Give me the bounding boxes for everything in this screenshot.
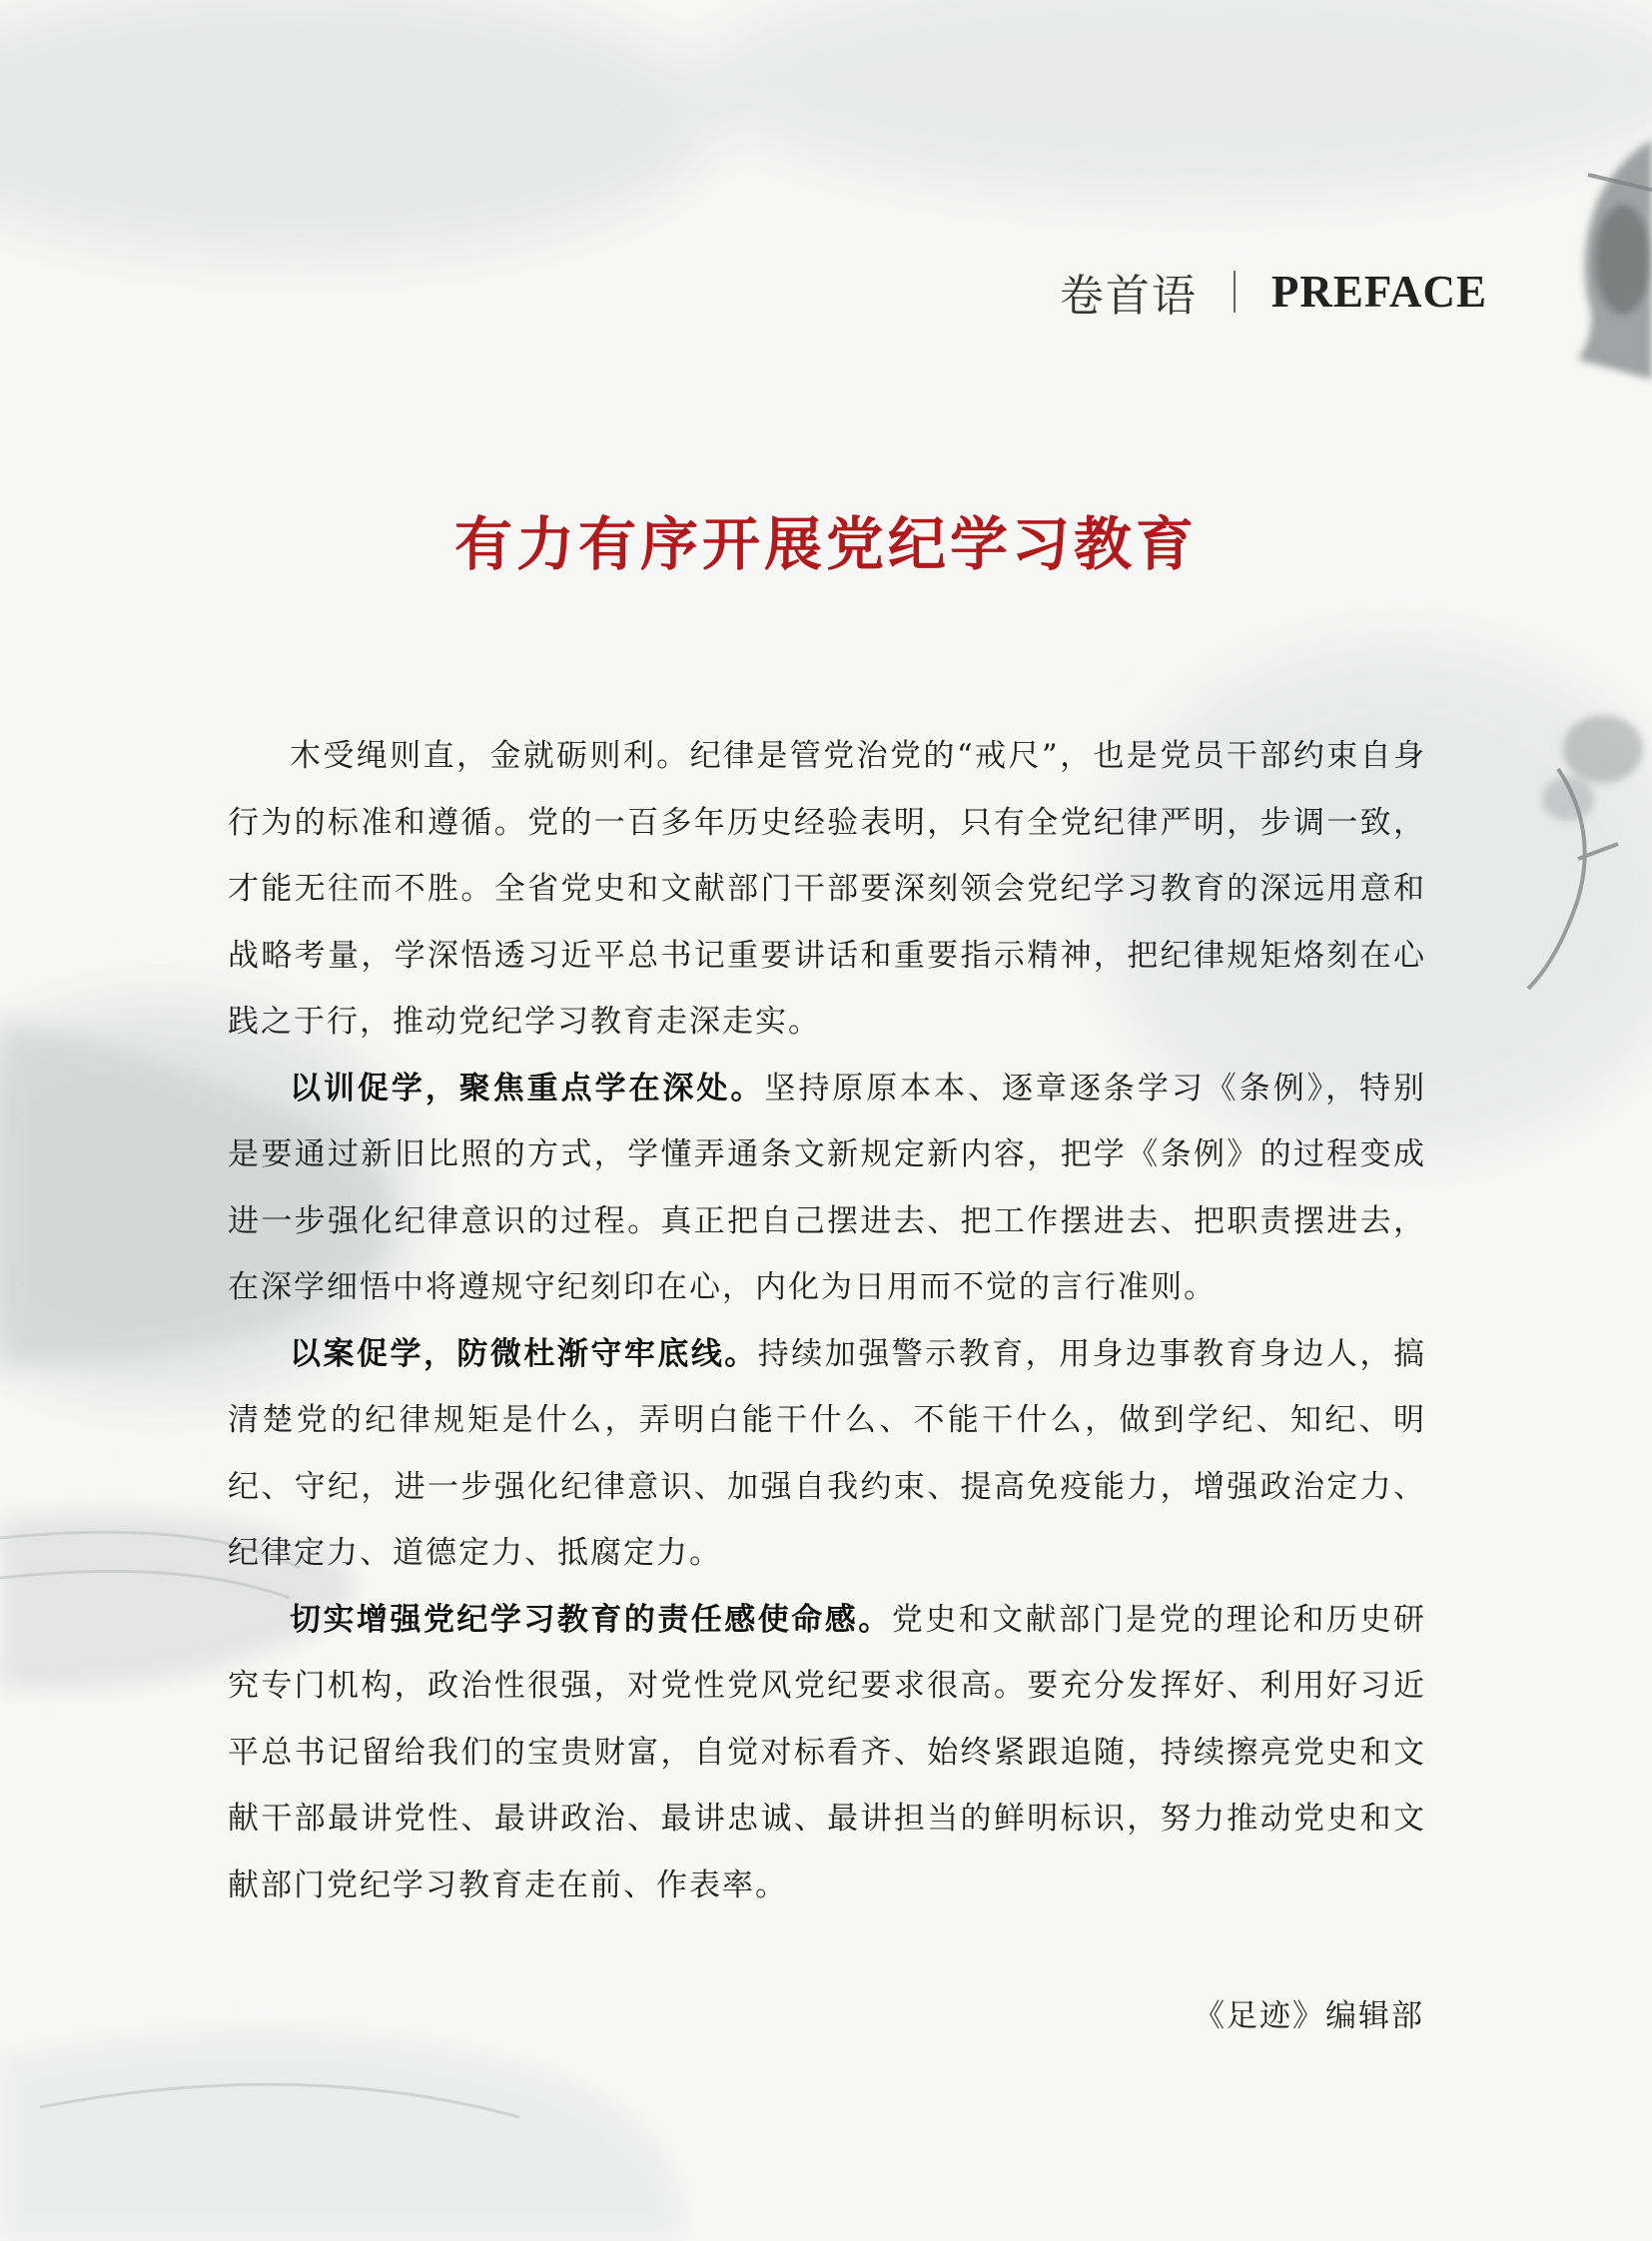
header-cn: 卷首语 <box>1059 271 1198 322</box>
paragraph-1 <box>228 723 1426 1056</box>
header-divider <box>1234 271 1236 313</box>
paragraph-3-lead: 以案促学，防微杜渐守牢底线。 <box>290 1335 758 1372</box>
paragraph-4 <box>228 1587 1426 1919</box>
paragraph-3-text: 持续加强警示教育，用身边事教育身边人，搞清楚党的纪律规矩是什么，弄明白能干什么、不能干什么，做到学纪、知纪、明纪、守纪，进一步强化纪律意识、加强自我约束、提高免疫能力，增强政治定力、纪律定力、道德定力、抵腐定力。 <box>228 1335 1427 1571</box>
paragraph-4-lead: 切实增强党纪学习教育的责任感使命感。 <box>290 1601 892 1638</box>
paragraph-2-text: 坚持原原本本、逐章逐条学习《条例》，特别是要通过新旧比照的方式，学懂弄通条文新规定新内容，把学《条例》的过程变成进一步强化纪律意识的过程。真正把自己摆进去、把工作摆进去、把职责摆进去，在深学细悟中将遵规守纪刻印在心，内化为日用而不觉的言行准则。 <box>228 1070 1427 1305</box>
article-body <box>228 723 1426 1918</box>
section-header <box>1060 262 1487 322</box>
paragraph-2-lead: 以训促学，聚焦重点学在深处。 <box>290 1070 765 1107</box>
paragraph-2 <box>228 1056 1426 1321</box>
header-en: PREFACE <box>1270 267 1487 317</box>
signature: 《足迹》编辑部 <box>1194 1998 1424 2034</box>
paragraph-3 <box>228 1321 1426 1587</box>
paragraph-1-text: 木受绳则直，金就砺则利。纪律是管党治党的“戒尺”，也是党员干部约束自身行为的标准和遵循。党的一百多年历史经验表明，只有全党纪律严明，步调一致，才能无往而不胜。全省党史和文献部门干部要深刻领会党纪学习教育的深远用意和战略考量，学深悟透习近平总书记重要讲话和重要指示精神，把纪律规矩烙刻在心践之于行，推动党纪学习教育走深走实。 <box>228 738 1426 1040</box>
paragraph-4-text: 党史和文献部门是党的理论和历史研究专门机构，政治性很强，对党性党风党纪要求很高。要充分发挥好、利用好习近平总书记留给我们的宝贵财富，自觉对标看齐、始终紧跟追随，持续擦亮党史和文献干部最讲党性、最讲政治、最讲忠诚、最讲担当的鲜明标识，努力推动党史和文献部门党纪学习教育走在前、作表率。 <box>228 1601 1427 1903</box>
page-title: 有力有序开展党纪学习教育 <box>453 510 1198 578</box>
